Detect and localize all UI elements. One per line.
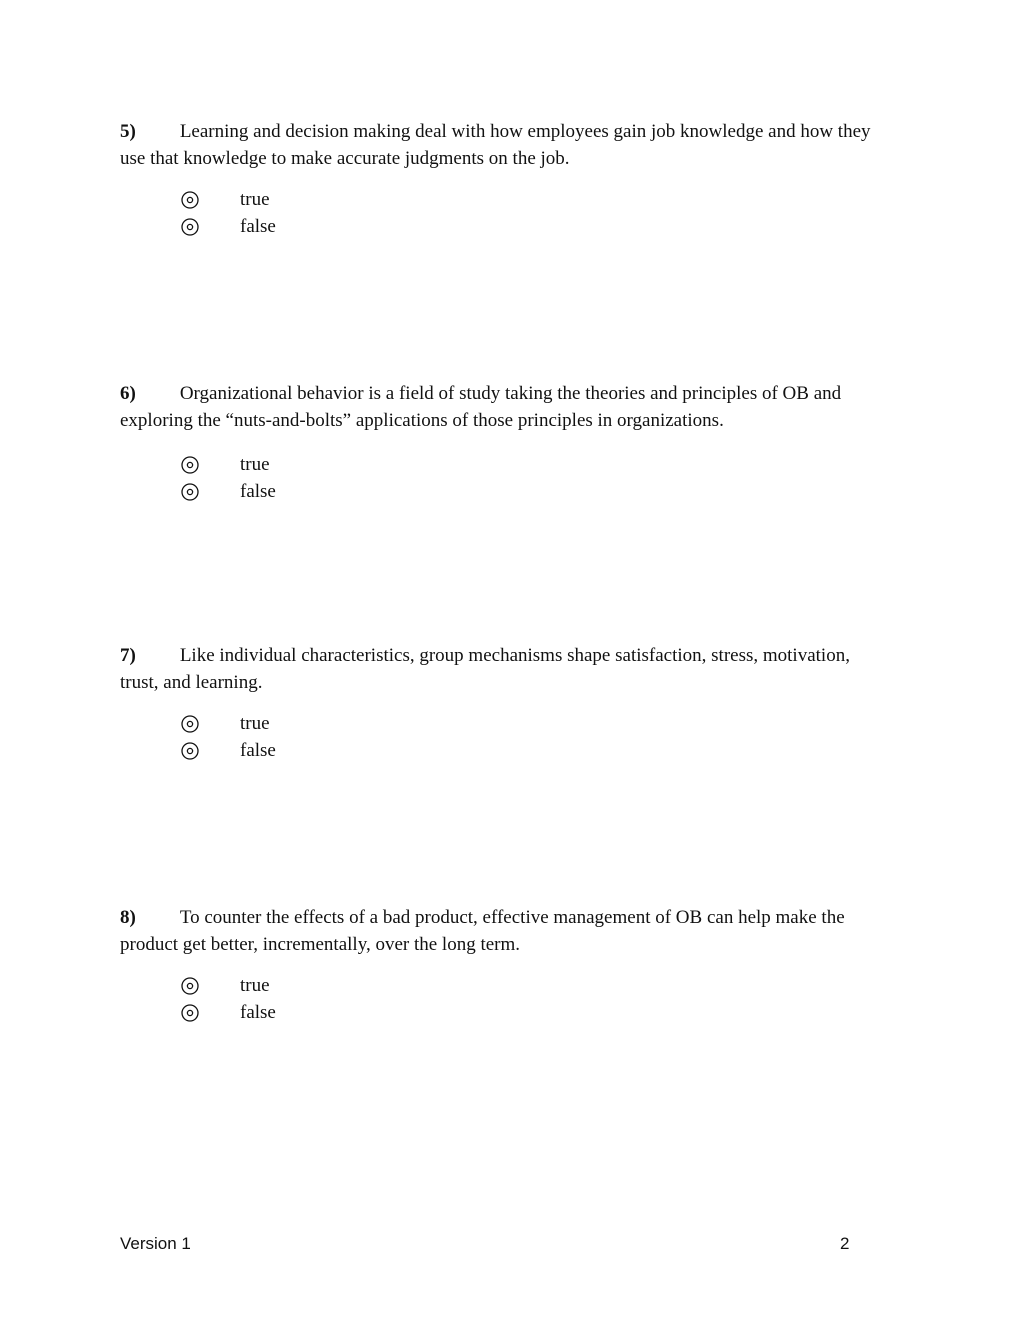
question-6 [120,380,890,505]
radio-button-icon[interactable] [180,190,200,210]
question-8 [120,904,890,1026]
option-label: true [240,974,270,996]
option-false[interactable] [180,737,890,764]
footer-version: Version 1 [120,1234,191,1253]
question-body: Learning and decision making deal with how employees gain job knowledge and how they use that knowledge to make accurate judgments on the job. [120,121,871,169]
radio-button-icon[interactable] [180,217,200,237]
question-body: To counter the effects of a bad product, effective management of OB can help make the product get better, incrementally, over the long term. [120,907,845,955]
question-text [120,118,890,172]
question-text [120,380,890,434]
option-label: true [240,453,270,475]
radio-button-icon[interactable] [180,455,200,475]
option-false[interactable] [180,478,890,505]
option-label: true [240,188,270,210]
radio-button-icon[interactable] [180,741,200,761]
question-number: 5) [120,121,136,142]
radio-button-icon[interactable] [180,482,200,502]
question-number: 6) [120,383,136,404]
radio-button-icon[interactable] [180,976,200,996]
option-true[interactable] [180,710,890,737]
option-label: true [240,712,270,734]
option-false[interactable] [180,213,890,240]
question-number: 8) [120,907,136,928]
question-7 [120,642,890,764]
question-body: Organizational behavior is a field of study taking the theories and principles of OB and exploring the “nuts-and-bolts” applications of those principles in organizations. [120,383,842,431]
option-label: false [240,480,276,502]
answer-options [180,710,890,764]
option-true[interactable] [180,972,890,999]
option-label: false [240,215,276,237]
question-body: Like individual characteristics, group mechanisms shape satisfaction, stress, motivation, trust, and learning. [120,645,850,693]
question-5 [120,118,890,240]
question-text [120,904,890,958]
radio-button-icon[interactable] [180,1003,200,1023]
option-label: false [240,1001,276,1023]
option-true[interactable] [180,451,890,478]
answer-options [180,451,890,505]
radio-button-icon[interactable] [180,714,200,734]
question-text [120,642,890,696]
option-true[interactable] [180,186,890,213]
option-false[interactable] [180,999,890,1026]
footer-page-number: 2 [840,1234,850,1253]
question-number: 7) [120,645,136,666]
option-label: false [240,739,276,761]
answer-options [180,972,890,1026]
answer-options [180,186,890,240]
